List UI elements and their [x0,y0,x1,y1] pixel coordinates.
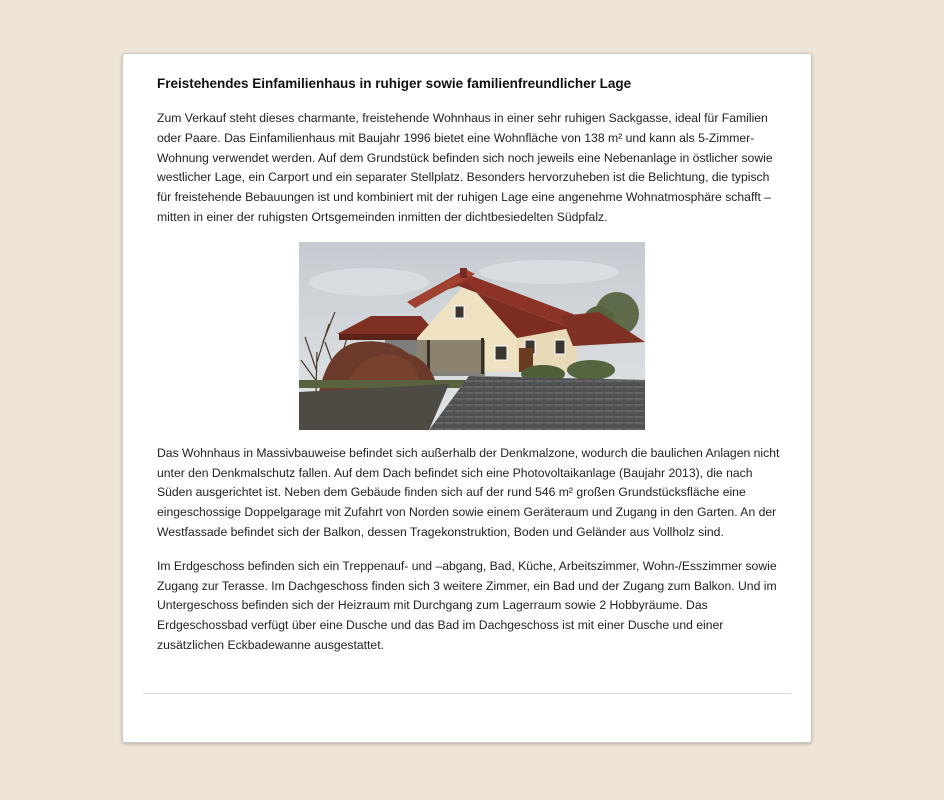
footer-divider [143,693,791,694]
listing-content [157,74,787,670]
listing-title: Freistehendes Einfamilienhaus in ruhiger sowie familienfreundlicher Lage [157,76,632,91]
photo-container [157,242,787,430]
description-paragraph-3: Im Erdgeschoss befinden sich ein Treppenauf- und –abgang, Bad, Küche, Arbeitszimmer, Wohn-/Esszimmer sowie Zugang zur Terasse. Im Dachgeschoss finden sich 3 weitere Zimmer, ein Bad und der Zugang zum Balkon. Und im Untergeschoss befinden sich der Heizraum mit Durchgang zum Lagerraum sowie 2 Hobbyräume. Das Erdgeschossbad verfügt über eine Dusche und das Bad im Dachgeschoss ist mit einer Dusche und einer zusätzlichen Eckbadewanne ausgestattet. [157,558,777,652]
listing-card [122,53,812,743]
house-photo [299,242,645,430]
description-paragraph-2: Das Wohnhaus in Massivbauweise befindet sich außerhalb der Denkmalzone, wodurch die baulichen Anlagen nicht unter den Denkmalschutz fallen. Auf dem Dach befindet sich eine Photovoltaikanlage (Baujahr 2013), die nach Süden ausgerichtet ist. Neben dem Gebäude finden sich auf der rund 546 m² großen Grundstücksfläche eine eingeschossige Doppelgarage mit Zufahrt von Norden sowie einem Geräteraum und Zugang in den Garten. An der Westfassade befindet sich der Balkon, dessen Tragekonstruktion, Boden und Geländer aus Vollholz sind. [157,445,780,539]
description-paragraph-1: Zum Verkauf steht dieses charmante, freistehende Wohnhaus in einer sehr ruhigen Sackgasse, ideal für Familien oder Paare. Das Einfamilienhaus mit Baujahr 1996 bietet eine Wohnfläche von 138 m² und kann als 5-Zimmer-Wohnung verwendet werden. Auf dem Grundstück befinden sich noch jeweils eine Nebenanlage in östlicher sowie westlicher Lage, ein Carport und ein separater Stellplatz. Besonders hervorzuheben ist die Belichtung, die typisch für freistehende Bebauungen ist und kombiniert mit der ruhigen Lage eine angenehme Wohnatmosphäre schafft – mitten in einer der ruhigsten Ortsgemeinden inmitten der dichtbesiedelten Südpfalz. [157,111,773,224]
